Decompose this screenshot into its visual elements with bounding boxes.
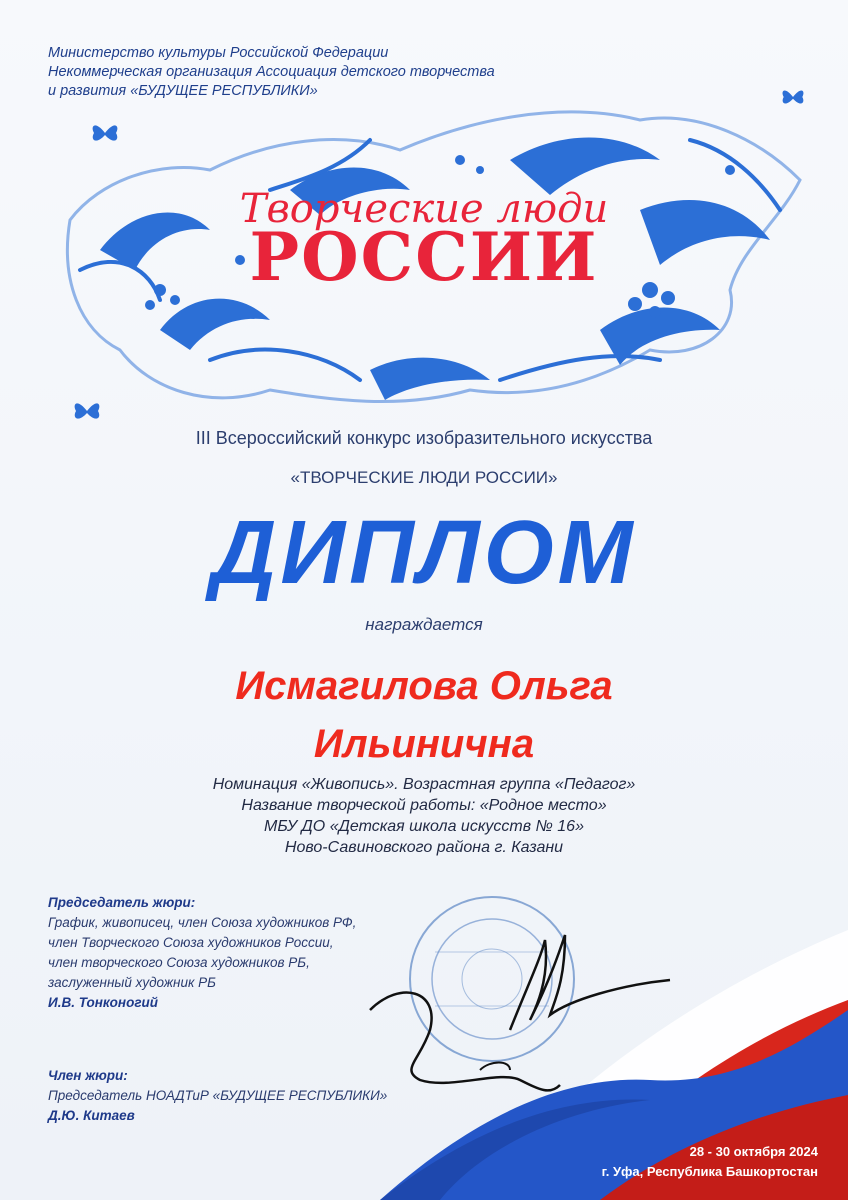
butterfly-icon [72, 398, 102, 424]
jury-chair-title: График, живописец, член Союза художников РФ, [48, 915, 357, 930]
jury-chair-title: член Творческого Союза художников России, [48, 935, 334, 950]
contest-name: «ТВОРЧЕСКИЕ ЛЮДИ РОССИИ» [290, 468, 558, 487]
detail-line: МБУ ДО «Детская школа искусств № 16» [264, 818, 584, 835]
jury-chair-name: И.В. Тонконогий [48, 995, 159, 1010]
jury-member-title: Председатель НОАДТиР «БУДУЩЕЕ РЕСПУБЛИКИ» [48, 1088, 388, 1103]
logo-subtitle: Творческие люди [239, 186, 609, 232]
logo-title: РОССИИ [249, 218, 599, 296]
jury-chair-heading: Председатель жюри: [48, 895, 196, 910]
award-details [0, 774, 848, 858]
jury-member-name: Д.Ю. Китаев [48, 1108, 135, 1123]
butterfly-icon [780, 86, 806, 108]
event-dates: 28 - 30 октября 2024 [689, 1144, 818, 1159]
detail-line: Ново-Савиновского района г. Казани [284, 839, 564, 856]
signatures [360, 920, 690, 1120]
organizer-line: Некоммерческая организация Ассоциация детского творчества [48, 64, 495, 80]
contest-title: III Всероссийский конкурс изобразительного искусства [195, 428, 653, 448]
event-place: г. Уфа, Республика Башкортостан [601, 1164, 818, 1179]
diploma-title: ДИПЛОМ [211, 503, 637, 603]
organizers-block [48, 44, 548, 101]
detail-line: Номинация «Живопись». Возрастная группа «Педагог» [212, 776, 636, 793]
awarded-label: награждается [365, 615, 483, 634]
jury-chair-title: заслуженный художник РБ [48, 975, 216, 990]
recipient-patronymic: Ильинична [313, 722, 535, 766]
butterfly-icon [90, 120, 120, 146]
recipient-name: Исмагилова Ольга [235, 664, 613, 708]
jury-member-heading: Член жюри: [48, 1068, 128, 1083]
organizer-line: Министерство культуры Российской Федерации [48, 45, 389, 61]
jury-chair-title: член творческого Союза художников РБ, [48, 955, 310, 970]
organizer-line: и развития «БУДУЩЕЕ РЕСПУБЛИКИ» [48, 83, 318, 99]
event-info [602, 1142, 818, 1182]
detail-line: Название творческой работы: «Родное место» [241, 797, 607, 814]
